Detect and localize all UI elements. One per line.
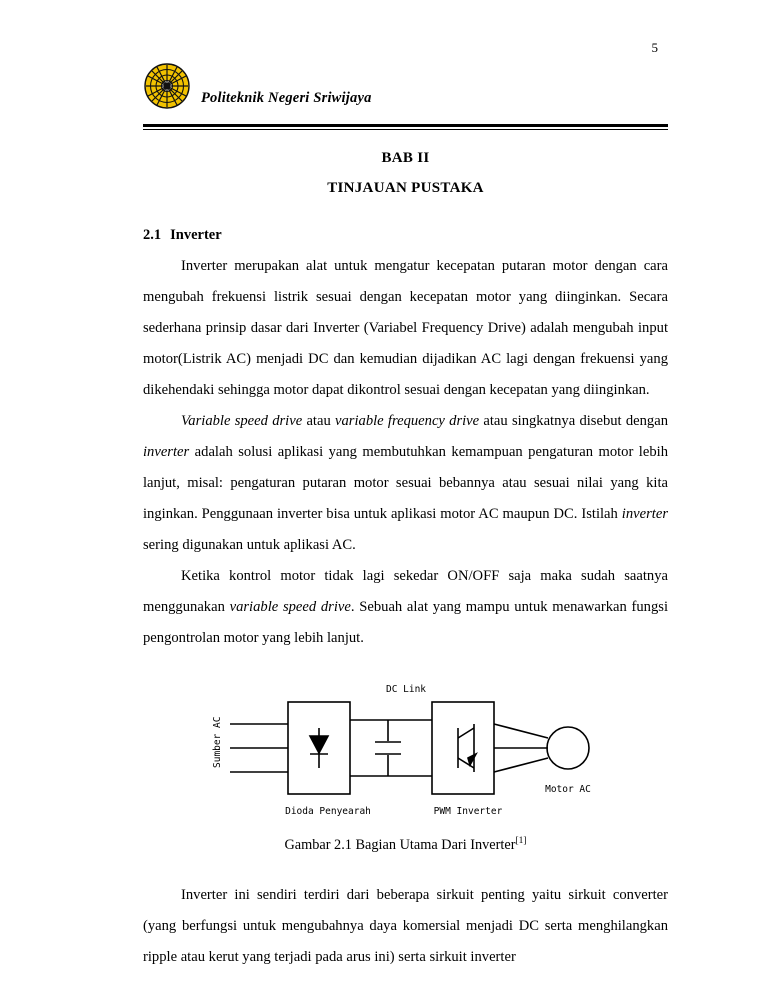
paragraph-3-text-1: Ketika kontrol motor tidak lagi sekedar ON/OFF saja maka sudah saatnya menggunakan (143, 568, 668, 615)
paragraph-2-term-1: Variable speed drive (181, 413, 303, 429)
figure-label-dc-link: DC Link (385, 684, 426, 695)
figure-caption-text: Gambar 2.1 Bagian Utama Dari Inverter (284, 836, 516, 853)
header-rule-thin (143, 129, 668, 130)
page-header (143, 62, 668, 122)
figure-label-source: Sumber AC (211, 716, 223, 768)
paragraph-2-term-4: inverter (621, 506, 668, 522)
section-title: Inverter (170, 227, 222, 243)
page-content (143, 143, 668, 973)
paragraph-2-term-2: variable frequency drive (335, 413, 480, 429)
paragraph-2-text-1: atau (302, 413, 336, 429)
paragraph-4: Inverter ini sendiri terdiri dari beberapa sirkuit penting yaitu sirkuit converter (yang berfungsi untuk mengubahnya daya komersial menjadi DC serta menghilangkan ripple atau kerut yang terjadi pada arus ini) serta sirkuit inverter (143, 887, 668, 965)
figure-inverter-block-diagram (143, 680, 668, 880)
figure-label-inverter: PWM Inverter (433, 806, 502, 817)
paragraph-2 (143, 406, 668, 561)
sriwijaya-polytechnic-seal-icon (143, 62, 191, 110)
paragraph-3 (143, 561, 668, 654)
paragraph-2-text-3: adalah solusi aplikasi yang membutuhkan kemampuan pengaturan motor lebih lanjut, misal: pengaturan putaran motor sesuai bebannya atau sesuai nilai yang kita inginkan. Penggunaan inverter bisa untuk aplikasi motor AC maupun DC. Istilah (143, 444, 668, 522)
figure-label-motor: Motor AC (544, 784, 591, 795)
institution-name: Politeknik Negeri Sriwijaya (201, 90, 372, 106)
header-rule-thick (143, 124, 668, 127)
section-number: 2.1 (143, 227, 162, 243)
chapter-label: BAB II (381, 150, 430, 166)
paragraph-3-term-1: variable speed drive (229, 599, 351, 615)
chapter-title: TINJAUAN PUSTAKA (327, 180, 484, 196)
paragraph-2-text-4: sering digunakan untuk aplikasi AC. (143, 537, 356, 553)
figure-label-rectifier: Dioda Penyearah (284, 806, 371, 817)
page-number: 5 (651, 40, 658, 55)
paragraph-1: Inverter merupakan alat untuk mengatur kecepatan putaran motor dengan cara mengubah frekuensi listrik sesuai dengan kecepatan motor yang diinginkan. Secara sederhana prinsip dasar dari Inverter (Variabel Frequency Drive) adalah mengubah input motor(Listrik AC) menjadi DC dan kemudian dijadikan AC lagi dengan frekuensi yang dikehendaki sehingga motor dapat dikontrol sesuai dengan kecepatan yang diinginkan. (143, 258, 668, 398)
section-heading (143, 225, 668, 245)
paragraph-2-term-3: inverter (143, 444, 190, 460)
paragraph-2-text-2: atau singkatnya disebut dengan (479, 413, 668, 429)
figure-caption (143, 836, 668, 854)
figure-caption-reference: [1] (515, 836, 527, 846)
paragraph-3-text-2: . Sebuah alat yang mampu untuk menawarkan fungsi pengontrolan motor yang lebih lanjut. (143, 599, 669, 646)
